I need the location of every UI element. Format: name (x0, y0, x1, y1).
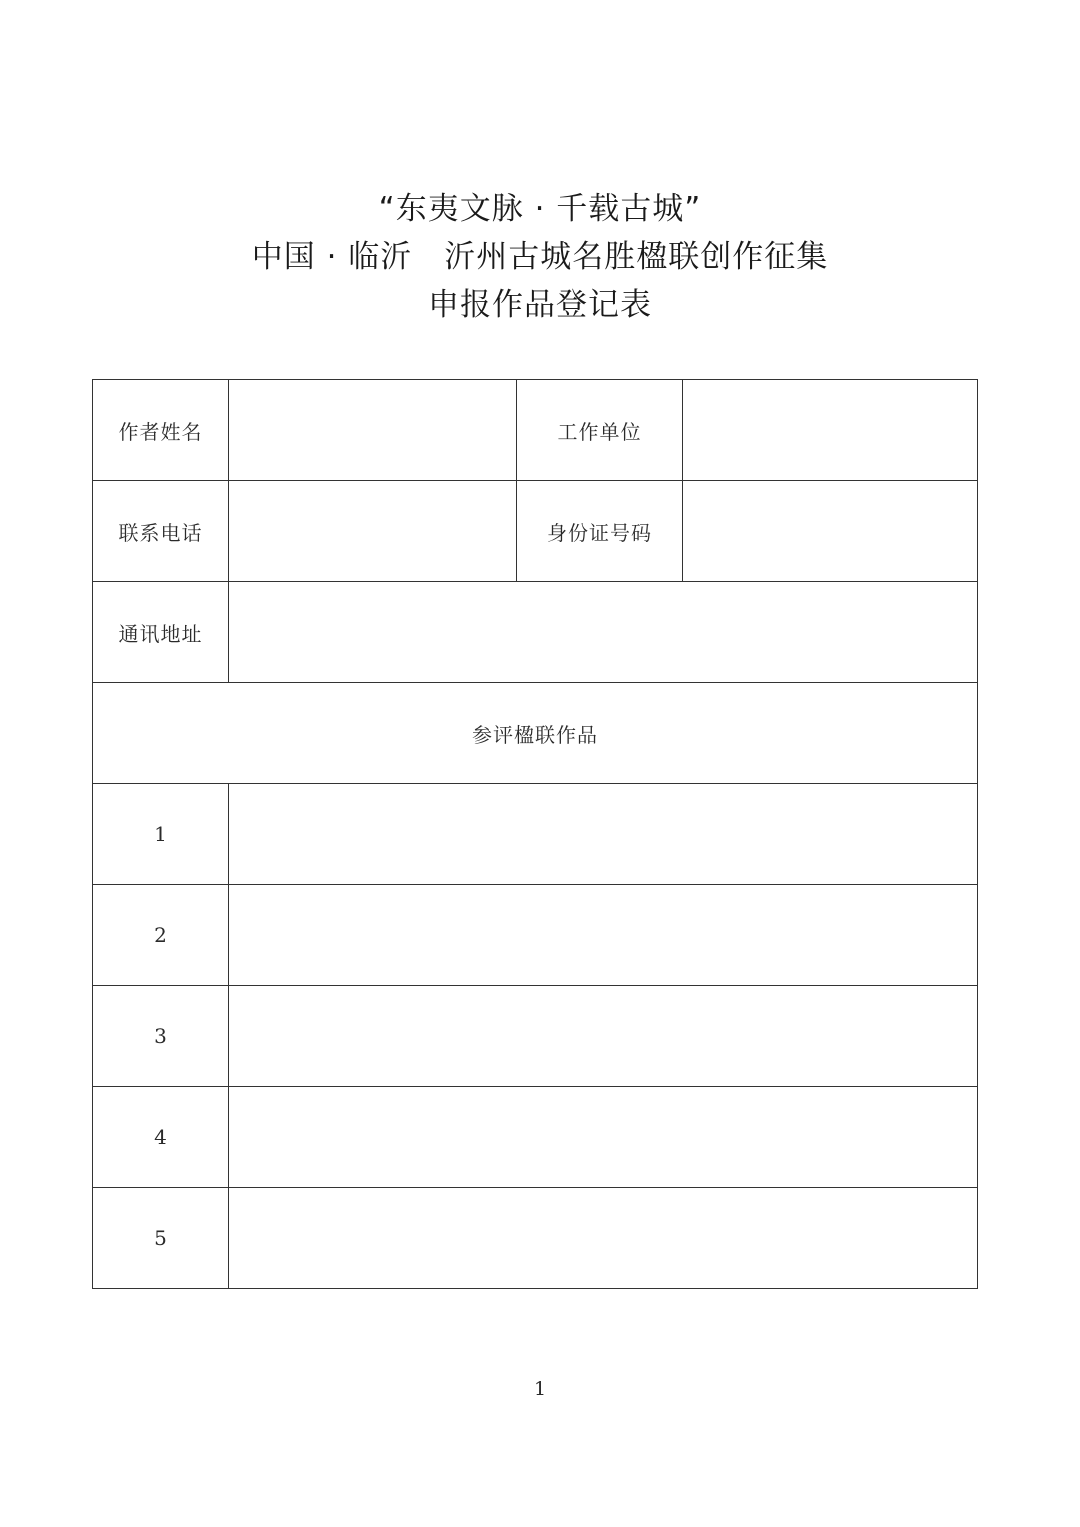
entry-content-field[interactable] (229, 986, 978, 1087)
title-line-event: 中国 · 临沂 沂州古城名胜楹联创作征集 (251, 239, 829, 275)
entry-content-field[interactable] (229, 784, 978, 885)
address-field[interactable] (229, 582, 978, 683)
title-line-form-name: 申报作品登记表 (428, 287, 652, 323)
entries-section-header: 参评楹联作品 (93, 683, 978, 784)
work-unit-label: 工作单位 (517, 380, 683, 481)
form-row-phone-id (93, 481, 978, 582)
form-row-name-unit (93, 380, 978, 481)
entry-number: 3 (93, 986, 229, 1087)
entry-number: 5 (93, 1188, 229, 1289)
form-row-section-header (93, 683, 978, 784)
id-number-field[interactable] (683, 481, 978, 582)
id-number-label: 身份证号码 (517, 481, 683, 582)
registration-form-table (92, 379, 978, 1289)
entry-row (93, 1087, 978, 1188)
form-row-address (93, 582, 978, 683)
entry-content-field[interactable] (229, 1087, 978, 1188)
work-unit-field[interactable] (683, 380, 978, 481)
document-title (0, 185, 1080, 329)
entry-row (93, 885, 978, 986)
entry-row (93, 986, 978, 1087)
phone-field[interactable] (229, 481, 517, 582)
page-number: 1 (533, 1378, 547, 1400)
entry-row (93, 784, 978, 885)
entry-content-field[interactable] (229, 1188, 978, 1289)
entry-number: 4 (93, 1087, 229, 1188)
author-name-label: 作者姓名 (93, 380, 229, 481)
entry-number: 1 (93, 784, 229, 885)
title-line-theme: “东夷文脉 · 千载古城” (378, 191, 702, 227)
entry-number: 2 (93, 885, 229, 986)
entry-content-field[interactable] (229, 885, 978, 986)
author-name-field[interactable] (229, 380, 517, 481)
entry-row (93, 1188, 978, 1289)
address-label: 通讯地址 (93, 582, 229, 683)
phone-label: 联系电话 (93, 481, 229, 582)
